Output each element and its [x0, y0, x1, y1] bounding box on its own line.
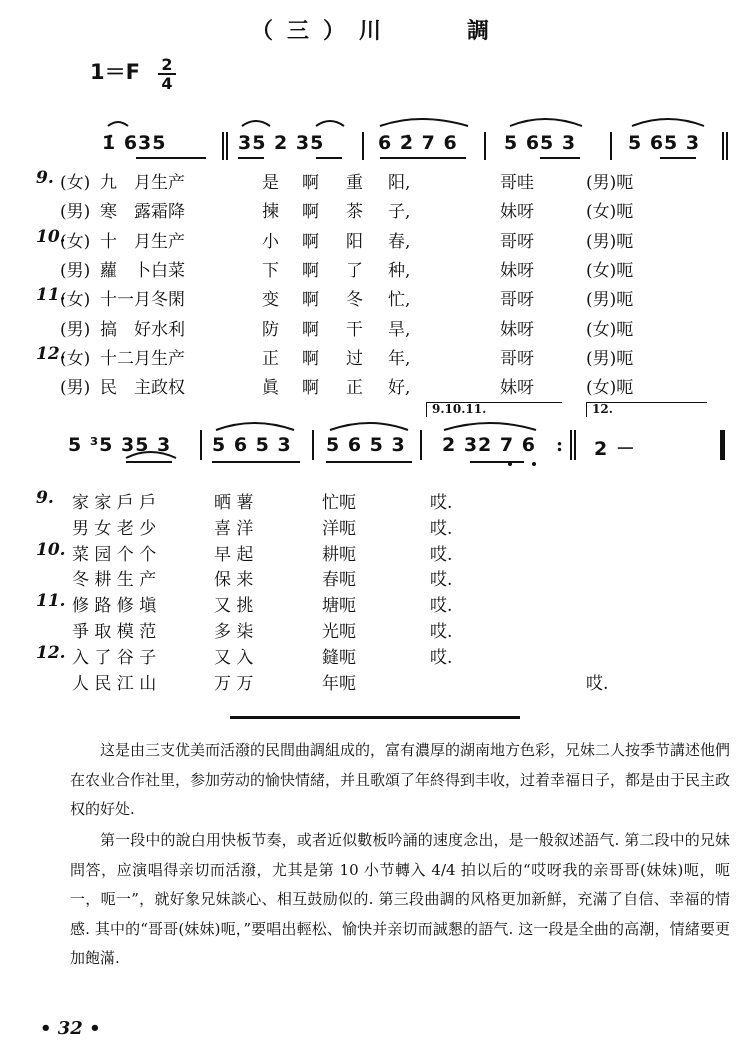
verse1-b: 正 [262, 348, 279, 369]
verse2-a: 男 女 老 少 [72, 518, 157, 539]
verse1-c: 啊 [302, 231, 319, 252]
measure-6: 5 ³5 35 3 [68, 434, 172, 456]
verse2-b: 晒 薯 [214, 493, 254, 513]
verse1-num: 10. [36, 226, 66, 247]
verse1-d: 冬 [346, 290, 363, 311]
measure-2: 35 2 35 [238, 132, 325, 154]
time-numerator: 2 [161, 55, 173, 74]
verse2-num: 11. [36, 591, 66, 612]
verse2-b: 万 万 [214, 673, 254, 694]
verse1-d: 阳 [346, 231, 363, 252]
verse1-b: 下 [262, 260, 279, 281]
verse1-num: 9. [36, 168, 54, 188]
verse1-d: 干 [346, 319, 363, 340]
time-denominator: 4 [158, 73, 176, 92]
measure-7: 5 6 5 3 [212, 434, 292, 456]
verse1-e: 忙, [388, 290, 411, 311]
verse2-num: 10. [36, 539, 66, 560]
verse2-d: 哎. [430, 596, 453, 617]
verse1-part: (男) [60, 260, 91, 281]
verse2-num: 12. [36, 642, 66, 663]
volta-1-label: 9.10.11. [432, 402, 487, 416]
verse1-c: 啊 [302, 378, 319, 399]
verse2-a: 入 了 谷 子 [72, 647, 157, 668]
song-title: （三）川 調 [250, 18, 503, 44]
verse1-b: 防 [262, 319, 279, 340]
verse1-c: 啊 [302, 348, 319, 369]
verse2-d: 哎. [430, 622, 453, 642]
verse2-a: 修 路 修 塡 [72, 596, 157, 617]
verse1-d: 重 [346, 173, 363, 193]
verse1-part: (女) [60, 348, 91, 369]
verse2-c: 光呃 [322, 622, 356, 642]
verse2-b: 多 柒 [214, 622, 254, 642]
verse1-c: 啊 [302, 290, 319, 311]
verse1-a: 寒 露霜降 [100, 202, 185, 223]
verse1-g: (男)呃 [586, 231, 634, 252]
verse1-num: 11. [36, 285, 66, 306]
volta-2-label: 12. [592, 402, 613, 416]
verse1-d: 茶 [346, 202, 363, 223]
verse1-part: (女) [60, 231, 91, 252]
verse1-part: (女) [60, 173, 91, 193]
verse1-c: 啊 [302, 319, 319, 340]
verse1-e: 子, [388, 202, 411, 223]
verse2-a: 人 民 江 山 [72, 673, 157, 694]
verse1-b: 揀 [262, 202, 279, 223]
verse2-d: 哎. [430, 493, 453, 513]
verse2-c: 忙呃 [322, 493, 356, 513]
verse1-part: (男) [60, 378, 91, 399]
commentary-paragraph-2: 第一段中的說白用快板节奏，或者近似數板吟誦的速度念出，是一般叙述語气. 第二段中的兄妹問答，应演唱得亲切而活潑，尤其是第 10 小节轉入 4/4 拍以后的“哎呀我的亲哥哥(妹妹)呃，呃一，呃一”，就好象兄妹談心、相互鼓励似的. 第三段曲調的风格更加新鮮，充滿了自信、幸福的情感. 其中的“哥哥(妹妹)呃，”要唱出輕松、愉快并亲切而誠懇的語气. 这一段是全曲的高潮，情緒要更加飽滿. [70, 831, 730, 967]
verse2-e: 哎. [586, 673, 609, 694]
verse1-a: 蘿 卜白菜 [100, 260, 185, 281]
verse1-a: 搞 好水利 [100, 319, 185, 340]
verse2-b: 早 起 [214, 544, 254, 565]
verse1-part: (女) [60, 290, 91, 311]
verse2-a: 家 家 戶 戶 [72, 493, 157, 513]
verse2-a: 爭 取 模 范 [72, 622, 157, 642]
key-signature: 1＝F [90, 60, 140, 84]
verse1-f: 妹呀 [500, 378, 534, 399]
verse2-c: 年呃 [322, 673, 356, 694]
verse1-g: (男)呃 [586, 290, 634, 311]
verse1-d: 了 [346, 260, 363, 281]
verse1-e: 旱, [388, 319, 411, 340]
verse1-c: 啊 [302, 173, 319, 193]
verse2-d: 哎. [430, 518, 453, 539]
verse1-a: 民 主政权 [100, 378, 185, 399]
verse1-f: 妹呀 [500, 202, 534, 223]
commentary-paragraph-1: 这是由三支优美而活潑的民間曲調組成的，富有濃厚的湖南地方色彩，兄妹二人按季节講述他們在农业合作社里，参加劳动的愉快情緒，并且歌頌了年終得到丰收，过着幸福日子，都是由于民主政权的好处. [70, 741, 731, 818]
measure-9: 2 32 7 6 [442, 434, 536, 456]
verse1-a: 九 月生产 [100, 173, 185, 193]
verse2-a: 菜 园 个 个 [72, 544, 157, 565]
verse2-b: 喜 洋 [214, 518, 254, 539]
verse1-g: (女)呃 [586, 202, 634, 223]
page-number: • 32 • [40, 1018, 101, 1039]
verse1-g: (女)呃 [586, 319, 634, 340]
verse1-f: 哥呀 [500, 231, 534, 252]
verse1-part: (男) [60, 319, 91, 340]
verse2-d: 哎. [430, 544, 453, 565]
verse1-d: 过 [346, 348, 363, 369]
measure-1: 1̇ 635 [102, 132, 167, 154]
verse1-e: 春, [388, 231, 411, 252]
verse1-c: 啊 [302, 260, 319, 281]
verse1-b: 变 [262, 290, 279, 311]
verse2-b: 保 来 [214, 570, 254, 591]
verse1-g: (女)呃 [586, 260, 634, 281]
verse1-g: (女)呃 [586, 378, 634, 399]
verse1-e: 好, [388, 378, 411, 399]
verse1-g: (男)呃 [586, 348, 634, 369]
measure-3: 6 2̇ 7 6 [378, 132, 458, 154]
verse2-b: 又 入 [214, 647, 254, 668]
verse1-part: (男) [60, 202, 91, 223]
verse2-d: 哎. [430, 570, 453, 591]
verse1-f: 妹呀 [500, 319, 534, 340]
verse1-b: 眞 [262, 378, 279, 399]
verse2-c: 鏠呃 [322, 647, 356, 668]
verse2-c: 春呃 [322, 570, 356, 591]
verse1-e: 年, [388, 348, 411, 369]
verse1-a: 十一月冬閑 [100, 290, 185, 311]
verse1-f: 哥呀 [500, 290, 534, 311]
verse2-b: 又 挑 [214, 596, 254, 617]
verse1-a: 十二月生产 [100, 348, 185, 369]
verse1-e: 阳, [388, 173, 411, 193]
verse2-c: 洋呃 [322, 518, 356, 539]
verse1-f: 哥哇 [500, 173, 534, 193]
verse2-num: 9. [36, 488, 54, 508]
verse1-num: 12. [36, 343, 66, 364]
verse1-a: 十 月生产 [100, 231, 185, 252]
measure-8: 5 6 5 3 [326, 434, 406, 456]
verse2-d: 哎. [430, 647, 453, 668]
verse1-d: 正 [346, 378, 363, 399]
verse1-e: 种, [388, 260, 411, 281]
repeat-sign: : [556, 434, 564, 456]
verse1-c: 啊 [302, 202, 319, 223]
verse1-f: 妹呀 [500, 260, 534, 281]
measure-10: 2 － [594, 438, 636, 460]
measure-4: 5 65 3 [504, 132, 577, 154]
verse2-c: 塘呃 [322, 596, 356, 617]
verse2-c: 耕呃 [322, 544, 356, 565]
verse1-g: (男)呃 [586, 173, 634, 193]
verse2-a: 冬 耕 生 产 [72, 570, 157, 591]
verse1-b: 是 [262, 173, 279, 193]
measure-5: 5 65 3 [628, 132, 701, 154]
verse1-f: 哥呀 [500, 348, 534, 369]
verse1-b: 小 [262, 231, 279, 252]
